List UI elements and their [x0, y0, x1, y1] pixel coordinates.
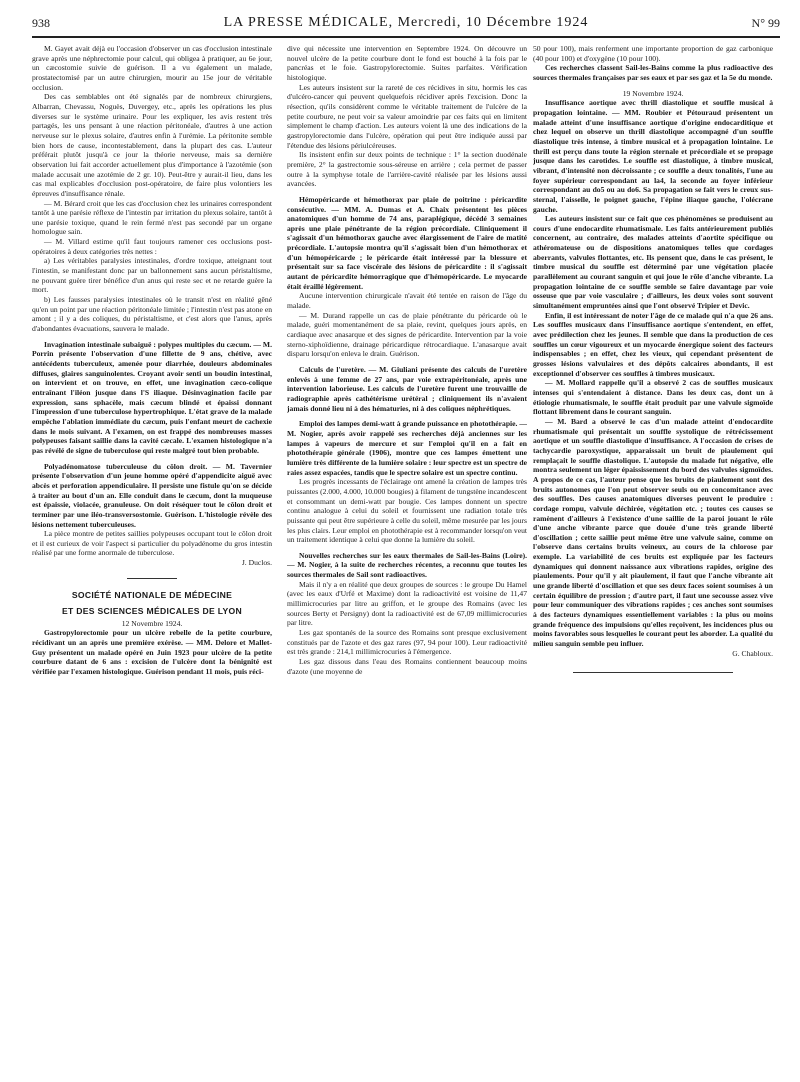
- article-paragraph: — M. Bérard croit que les cas d'occlusion chez les urinaires correspondent tantôt à une parésie réflexe de l'intestin par irritation du plexus solaire, tantôt à une parésie toxique, quand le rein fermé n'est pas secondé par un organe homologue sain.: [32, 198, 272, 237]
- article-paragraph: dive qui nécessite une intervention en Septembre 1924. On découvre un nouvel ulcère de la petite courbure dont le fond est bouché à la fois par le pancréas et le foie. Gastropylorectomie. Suites parfaites. Vérification histologique.: [287, 44, 527, 82]
- article-paragraph: Calculs de l'uretère. — M. Giuliani présente des calculs de l'uretère enlevés à une femme de 27 ans, par voie extrapéritonéale, après une intervention laborieuse. Les calculs de l'uretère furent une trouvaille de radiographie après cathétérisme urétéral ; cliniquement ils n'avaient jamais donné lieu ni à des hématuries, ni à des coliques néphrétiques.: [287, 365, 527, 413]
- column-left: [32, 44, 272, 1080]
- article-paragraph: M. Gayet avait déjà eu l'occasion d'observer un cas d'occlusion intestinale grave après une néphrectomie pour calcul, qui obligea à pratiquer, au 6e jour, un cæcostomie suivie de guérison. Il a vu également un malade, prostatectomisé par un autre chirurgien, mourir au 15e jour de véritable occlusion.: [32, 44, 272, 92]
- society-heading: ET DES SCIENCES MÉDICALES DE LYON: [61, 605, 243, 616]
- article-paragraph: 50 pour 100), mais renferment une importante proportion de gaz carbonique (40 pour 100) et d'oxygène (10 pour 100).: [533, 44, 773, 63]
- article-paragraph: Insuffisance aortique avec thrill diastolique et souffle musical à propagation lointaine. — MM. Roubier et Pétouraud présentent un malade atteint d'une insuffisance aortique d'origine endocarditique et chez lequel on observe un thrill diastolique accompagné d'un souffle diastolique très intense, à timbre musical et à propagation lointaine. Le thrill est perçu dans toute la région sternale et précordiale et se propage jusque dans les carotides. Le souffle est diastolique, à timbre musical, vibrant, d'intensité non décroissante ; ce souffle a deux tonalités, l'une au foyer supérieur correspondant au la4, la seconde au foyer inférieur correspondant au do5 ou au do6. Sa propagation se fait vers le creux sus-sternal, l'aisselle, le poignet gauche, l'épine iliaque gauche, l'olécrane gauche.: [533, 98, 773, 214]
- section-divider: [573, 672, 733, 673]
- article-paragraph: Les gaz dissous dans l'eau des Romains contiennent beaucoup moins d'azote (une moyenne de: [287, 657, 527, 676]
- society-heading: SOCIÉTÉ NATIONALE DE MÉDECINE: [71, 589, 233, 600]
- article-paragraph: Gastropylorectomie pour un ulcère rebelle de la petite courbure, récidivant un an après une première exérèse. — MM. Delore et Mallet-Guy présentent un malade opéré en Juin 1923 pour ulcère de la petite courbure datant de 6 ans : excision de l'ulcère dont la bénignité est vérifiée par l'examen histologique. Guérison pendant 11 mois, puis réci-: [32, 628, 272, 677]
- article-paragraph: Aucune intervention chirurgicale n'avait été tentée en raison de l'âge du malade.: [287, 291, 527, 311]
- column-right: [533, 44, 773, 1080]
- page-header: [32, 12, 780, 38]
- article-paragraph: a) Les véritables paralysies intestinales, d'ordre toxique, atteignant tout l'intestin, se manifestant donc par un ballonnement sans aucun péristaltisme, ne pouvant guère tirer bénéfice d'un anus qui reste sec et ne retarde guère la mort.: [32, 256, 272, 295]
- article-paragraph: Les progrès incessants de l'éclairage ont amené la création de lampes très puissantes (2.000, 4.000, 10.000 bougies) à filament de tungstène incandescent et consommant un demi-watt par bougie. Ces lampes donnent un spectre continu analogue à celui du soleil et fournissent une radiation totale très puissante qui peut être supérieure à celle du soleil, même mesurée par les jours les plus clairs. Leur emploi en photothérapie est à recommander lorsqu'on veut un traitement identique à celui que donne la lumière du soleil.: [287, 477, 527, 545]
- article-paragraph: La pièce montre de petites saillies polypeuses occupant tout le côlon droit et il est curieux de voir l'aspect si particulier du polyadénome du gros intestin réalisé par une forme anormale de tuberculose.: [32, 529, 272, 558]
- article-paragraph: — M. Bard a observé le cas d'un malade atteint d'endocardite rhumatismale qui présentait un souffle systolique de rétrécissement aortique et un souffle diastolique d'insuffisance. A l'occasion de crises de tachycardie paroxystique, apparaissait un bruit de piaulement qui remplaçait le souffle diastolique. L'autopsie du malade fut négative, elle montra seulement un léger épaississement du bord des valvules sigmoïdes. A propos de ce cas, l'auteur pense que les bruits de piaulement sont des bruits autonomes que l'on peut observer seuls ou en concomitance avec des souffles. Des causes anatomiques diverses peuvent le produire : cordage rompu, valvule déchirée, végétation etc. ; toutes ces causes se ramènent d'ailleurs à l'existence d'une saillie de la paroi jouant le rôle d'une anche vibrante parce que douée d'une très grande liberté d'oscillation ; cette saillie peut même être une valvule saine, comme on l'observe dans certains bruits veineux, au cours de la chlorose par exemple. La variabilité de ces bruits est expliquée par les facteurs dynamiques qui donnent naissance aux vibrations rapides, origine des piaulements. Pour qu'il y ait piaulement, il faut que l'anche vibrante ait une grande liberté d'oscillation et que ses deux faces soient soumises à un certain équilibre de pression ; d'autre part, il faut une secousse assez vive pour leur communiquer des vibrations rapides ; ces anches sont soumises à des facteurs dynamiques essentiellement variables : la plus ou moins grande fréquence des impulsions qu'elles reçoivent, les incidences plus ou moins favorables sous lesquelles le courant peut les aborder. La qualité du milieu sanguin semble peu influer.: [533, 416, 773, 649]
- article-paragraph: Polyadénomatose tuberculeuse du côlon droit. — M. Tavernier présente l'observation d'un jeune homme opéré d'appendicite aiguë avec abcès et perforation appendiculaire. Il persiste une fistule qu'on se décide à traiter au bout d'un an. Elle conduit dans le cæcum, dont la muqueuse est épaissie, violacée, granuleuse. On doit réséquer tout le côlon droit et terminer par une iléo-transversostomie. Guérison. L'histologie révèle des lésions nettement tuberculeuses.: [32, 461, 272, 529]
- column-middle: [287, 44, 527, 1080]
- issue-number: N° 99: [751, 16, 780, 30]
- article-paragraph: Les auteurs insistent sur ce fait que ces phénomènes se produisent au cours d'une endocardite rhumatismale. Les faits antérieurement publiés concernent, au contraire, des malades atteints d'aortite spécifique ou athéromateuse ou de dispositions anatomiques telles que cordages aberrants, valvules flottantes, etc. Ils pensent que, dans le cas présent, le timbre musical du souffle est déterminé par une végétation placée parallèlement au courant sanguin et qui joue le rôle d'anche vibrante. La propagation lointaine de ce souffle semble se faire davantage par voie osseuse que par voie vasculaire ; d'ailleurs, les deux voies sont souvent simultanément empruntées ainsi que l'ont observé Tripier et Devic.: [533, 214, 773, 311]
- article-paragraph: Enfin, il est intéressant de noter l'âge de ce malade qui n'a que 26 ans. Les souffles musicaux dans l'insuffisance aortique s'entendent, en effet, avec prédilection chez les jeunes. Il semble que dans la production de ces souffles un cœur vigoureux et un myocarde énergique soient des facteurs indispensables ; en effet, chez les vieux, qui cependant présentent de grosses lésions valvulaires et des dépôts calcaires abondants, il est exceptionnel d'observer ces souffles à timbres musicaux.: [533, 310, 773, 378]
- article-paragraph: — M. Durand rappelle un cas de plaie pénétrante du péricarde où le malade, guéri momentanément de sa plaie, revint, quelques jours après, en cardiaque avec anasarque et des signes de péricardite. Intervention par la voie sterno-xiphoïdienne, drainage péricardique rétrocardiaque. L'anasarque avait disparu lorsqu'on enleva le drain. Guérison.: [287, 310, 527, 359]
- article-paragraph: — M. Mollard rappelle qu'il a observé 2 cas de souffles musicaux intenses qui s'entendaient à distance. Dans les deux cas, dont un à étiologie rhumatismale, le souffle était produit par une valvule sigmoïde flottant librement dans le courant sanguin.: [533, 378, 773, 417]
- article-paragraph: Des cas semblables ont été signalés par de nombreux chirurgiens, Albarran, Chevassu, Noguès, Duvergey, etc., après les opérations les plus diverses sur le système urinaire. Pour les expliquer, les avis restent très partagés, les uns pensant à une réaction péritonéale, d'autres à une action nerveuse sur le plexus solaire, d'autres enfin à l'urémie. La péritonite semble bien hors de cause, incontestablement, dans la plupart des cas. L'auteur préférait plutôt jusqu'à ce jour la théorie nerveuse, mais sa dernière observation lui fait accorder actuellement plus d'importance à l'azotémie (son malade accusait une azotémie de 2 gr. 10). Peut-être y aurait-il lieu, dans les cas mal explicables d'occlusion post-opératoire, de faire plus volontiers les épreuves d'insuffisance rénale.: [32, 92, 272, 198]
- journal-title: LA PRESSE MÉDICALE, Mercredi, 10 Décembre 1924: [223, 15, 589, 30]
- author-signature: J. Duclos.: [241, 558, 272, 568]
- article-paragraph: b) Les fausses paralysies intestinales où le transit n'est en réalité gêné qu'en un point par une réaction péritonéale limitée ; l'intestin n'est pas atone en amont ; il y a des coliques, du péristaltisme, et c'est alors que l'anus, après d'abondantes évacuations, sauvera le malade.: [32, 295, 272, 334]
- page-number: 938: [32, 16, 50, 30]
- article-paragraph: Emploi des lampes demi-watt à grande puissance en photothérapie. — M. Nogier, après avoir rappelé ses recherches déjà anciennes sur les lampes à vapeurs de mercure et sur l'emploi qu'il en a fait en photothérapie générale (1906), montre que ces lampes émettent une lumière très différente de la lumière solaire : leur spectre est un spectre de raies assez espacées, tandis que le spectre solaire est un spectre continu.: [287, 419, 527, 477]
- article-paragraph: Invagination intestinale subaiguë : polypes multiples du cæcum. — M. Porrin présente l'observation d'une fillette de 9 ans, chétive, avec antécédents tuberculeux, amenée pour diarrhée, douleurs abdominales diffuses, glaires sanguinolentes. Croyant avoir senti un boudin intestinal, on intervient et on trouve, en effet, une invagination cæco-colique entraînant l'iléon jusque dans l'S iliaque. Désinvagination facile par expression, sans sphacèle, mais cæcum blindé et épaissi donnant l'impression d'une tuberculose hypertrophique. L'état grave de la malade empêche l'ablation immédiate du cæcum, puis l'enfant meurt de cachexie dans le mois suivant. A l'examen, on est frappé des nombreuses masses polypeuses faisant saillie dans la cavité cæcale. L'examen histologique n'a pas révélé de signe de tuberculose qui reste malgré tout bien probable.: [32, 339, 272, 455]
- section-divider: [127, 578, 177, 579]
- article-paragraph: Mais il n'y a en réalité que deux groupes de sources : le groupe Du Hamel (avec les eaux d'Urfé et Maxime) dont la radioactivité est voisine de 11,47 millimicrocuries par litre au griffon, et le groupe des Romains (avec les sources Berty et Persigny) dont la radioactivité est de 67,09 millimicrocuries par litre.: [287, 579, 527, 628]
- article-paragraph: Nouvelles recherches sur les eaux thermales de Sail-les-Bains (Loire). — M. Nogier, à la suite de recherches récentes, a reconnu que toutes les sources thermales de Sail sont radioactives.: [287, 550, 527, 580]
- article-paragraph: Les gaz spontanés de la source des Romains sont presque exclusivement constitués par de l'azote et des gaz rares (97, 94 pour 100). Leur radioactivité est très grande : 214,1 millimicrocuries à l'émergence.: [287, 628, 527, 657]
- article-paragraph: Les auteurs insistent sur la rareté de ces récidives in situ, hormis les cas d'ulcéro-cancer qui peuvent quelquefois récidiver après l'excision. Donc la résection, qu'ils considèrent comme le véritable traitement de l'ulcère de la petite courbure, ne peut voir sa valeur amoindrie par ces faits qui en limitent simplement le champ d'action. Les auteurs voient là une des indications de la gastropylorectomie dans l'ulcère, opération qui peut être indiquée aussi par l'étendue des lésions périulcéreuses.: [287, 82, 527, 150]
- session-date: 19 Novembre 1924.: [622, 88, 684, 98]
- session-date: 12 Novembre 1924.: [121, 618, 183, 628]
- article-paragraph: — M. Villard estime qu'il faut toujours ramener ces occlusions post-opératoires à deux catégories très nettes :: [32, 237, 272, 256]
- author-signature: G. Chabloux.: [732, 648, 773, 658]
- article-paragraph: Hémopéricarde et hémothorax par plaie de poitrine : péricardite consécutive. — MM. A. Dumas et A. Chaix présentent les pièces anatomiques d'un homme de 74 ans, paraplégique, décédé 3 semaines après une plaie pénétrante de la région précordiale. Cliniquement il s'agissait d'un hémothorax gauche avec élargissement de l'aire de matité précordiale. L'autopsie montra qu'il s'agissait bien d'un hémothorax et d'un hémopéricarde ; le péricarde était intéressé par la blessure et présentait sur sa face viscérale des lésions de péricardite : il s'agissait autant de péricardite hémorragique que d'hémopéricarde. Le myocarde était éraillé légèrement.: [287, 194, 527, 291]
- article-paragraph: Ces recherches classent Sail-les-Bains comme la plus radioactive des sources thermales françaises par ses eaux et par ses gaz et la 5e du monde.: [533, 63, 773, 82]
- article-paragraph: Ils insistent enfin sur deux points de technique : 1° la section duodénale première, 2° la gastrectomie sous-séreuse en arrière ; cela permet de passer outre à la symphyse totale de l'arrière-cavité réalisée par les lésions aussi avancées.: [287, 150, 527, 189]
